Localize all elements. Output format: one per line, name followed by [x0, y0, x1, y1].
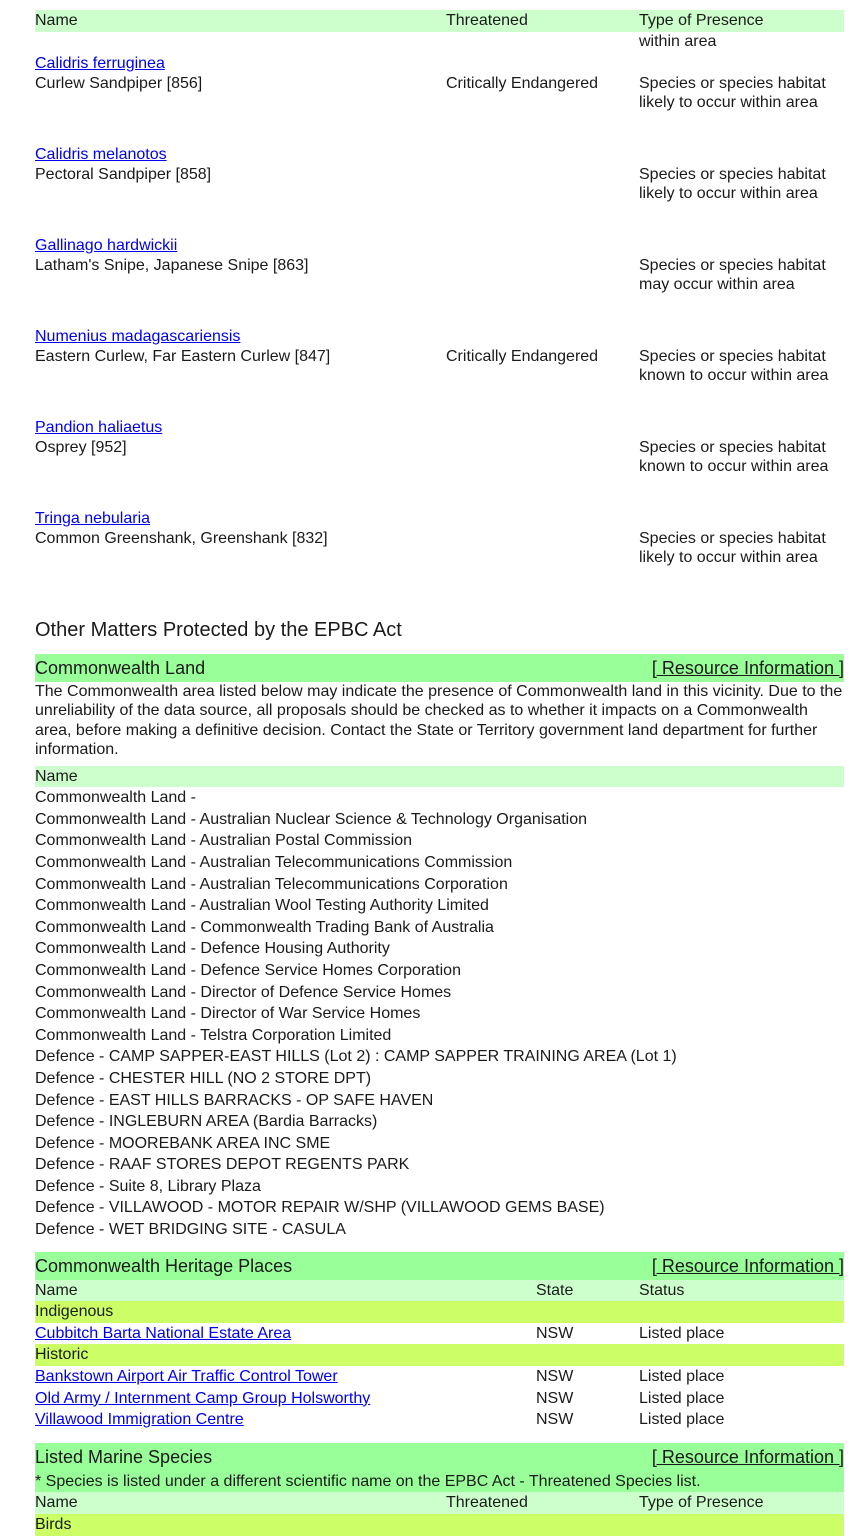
category-label: Historic	[35, 1346, 89, 1364]
resource-information-link[interactable]: [ Resource Information ]	[651, 657, 844, 678]
presence-line-2: likely to occur within area	[639, 548, 818, 566]
list-item: Defence - MOOREBANK AREA INC SME	[35, 1134, 331, 1152]
place-status: Listed place	[639, 1389, 725, 1407]
table-row	[35, 1388, 844, 1410]
table-row	[35, 1409, 844, 1431]
continuation-row	[35, 32, 844, 54]
list-item: Defence - INGLEBURN AREA (Bardia Barracks)	[35, 1113, 378, 1131]
heritage-place-link[interactable]: Villawood Immigration Centre	[35, 1411, 244, 1429]
col-presence-header: Type of Presence	[639, 12, 764, 29]
migratory-table-header	[35, 10, 844, 32]
species-common-name: Eastern Curlew, Far Eastern Curlew [847]	[35, 347, 331, 365]
list-item: Defence - CAMP SAPPER-EAST HILLS (Lot 2) : CAMP SAPPER TRAINING AREA (Lot 1)	[35, 1048, 677, 1066]
migratory-species-list	[35, 54, 844, 587]
category-row-historic	[35, 1344, 844, 1366]
species-link[interactable]: Numenius madagascariensis	[35, 327, 241, 345]
list-item: Commonwealth Land - Director of War Service Homes	[35, 1005, 421, 1023]
species-presence	[639, 438, 849, 476]
continuation-text: within area	[639, 32, 717, 50]
list-item: Defence - RAAF STORES DEPOT REGENTS PARK	[35, 1156, 410, 1174]
species-common-name: Common Greenshank, Greenshank [832]	[35, 529, 328, 547]
presence-line-1: Species or species habitat	[639, 74, 826, 92]
species-link[interactable]: Calidris melanotos	[35, 145, 167, 163]
place-status: Listed place	[639, 1324, 725, 1342]
section-title: Commonwealth Land	[35, 657, 206, 678]
list-item: Defence - VILLAWOOD - MOTOR REPAIR W/SHP (VILLAWOOD GEMS BASE)	[35, 1199, 605, 1217]
other-matters-heading: Other Matters Protected by the EPBC Act	[35, 618, 402, 641]
list-item: Commonwealth Land - Defence Housing Authority	[35, 940, 390, 958]
marine-species-note-row	[35, 1471, 844, 1493]
list-item: Defence - EAST HILLS BARRACKS - OP SAFE HAVEN	[35, 1091, 434, 1109]
species-entry	[35, 509, 844, 587]
species-common-name: Osprey [952]	[35, 438, 127, 456]
species-entry	[35, 145, 844, 223]
list-item: Commonwealth Land - Australian Postal Commission	[35, 832, 413, 850]
list-item: Defence - WET BRIDGING SITE - CASULA	[35, 1221, 346, 1239]
heritage-place-link[interactable]: Old Army / Internment Camp Group Holsworthy	[35, 1389, 371, 1407]
place-state: NSW	[536, 1411, 574, 1429]
commonwealth-land-table-header	[35, 766, 844, 788]
resource-information-link[interactable]: [ Resource Information ]	[651, 1446, 844, 1467]
place-state: NSW	[536, 1324, 574, 1342]
species-common-name: Curlew Sandpiper [856]	[35, 74, 203, 92]
species-entry	[35, 418, 844, 496]
species-common-name: Latham's Snipe, Japanese Snipe [863]	[35, 256, 309, 274]
presence-line-2: likely to occur within area	[639, 184, 818, 202]
report-page	[35, 10, 844, 1536]
place-status: Listed place	[639, 1368, 725, 1386]
section-title: Commonwealth Heritage Places	[35, 1255, 293, 1276]
heritage-table-header	[35, 1280, 844, 1302]
species-threatened: Critically Endangered	[446, 347, 599, 365]
col-status-header: Status	[639, 1281, 685, 1299]
list-item: Commonwealth Land - Australian Wool Testing Authority Limited	[35, 897, 489, 915]
list-item: Defence - Suite 8, Library Plaza	[35, 1177, 261, 1195]
place-state: NSW	[536, 1389, 574, 1407]
species-entry	[35, 236, 844, 314]
list-item: Commonwealth Land - Telstra Corporation Limited	[35, 1026, 392, 1044]
presence-line-2: known to occur within area	[639, 457, 829, 475]
species-link[interactable]: Gallinago hardwickii	[35, 236, 178, 254]
presence-line-2: may occur within area	[639, 275, 795, 293]
col-name-header: Name	[35, 1494, 78, 1512]
col-presence-header: Type of Presence	[639, 1494, 764, 1512]
heritage-places-section-header	[35, 1252, 844, 1280]
species-entry	[35, 54, 844, 132]
list-item: Commonwealth Land - Commonwealth Trading Bank of Australia	[35, 918, 494, 936]
species-link[interactable]: Calidris ferruginea	[35, 54, 165, 72]
resource-information-link[interactable]: [ Resource Information ]	[651, 1255, 844, 1276]
place-state: NSW	[536, 1368, 574, 1386]
list-item: Commonwealth Land - Australian Nuclear Science & Technology Organisation	[35, 810, 588, 828]
commonwealth-land-section-header	[35, 654, 844, 682]
presence-line-2: known to occur within area	[639, 366, 829, 384]
presence-line-1: Species or species habitat	[639, 529, 826, 547]
col-threatened-header: Threatened	[446, 1494, 528, 1512]
species-link[interactable]: Pandion haliaetus	[35, 418, 163, 436]
species-threatened: Critically Endangered	[446, 74, 599, 92]
commonwealth-land-description: The Commonwealth area listed below may indicate the presence of Commonwealth land in this vicinity. Due to the unreliability of the data source, all proposals should be checked as to whether it impacts on a Commonwealth area, before making a definitive decision. Contact the State or Territory government land department for further information.	[35, 682, 843, 759]
list-item: Defence - CHESTER HILL (NO 2 STORE DPT)	[35, 1069, 372, 1087]
list-item: Commonwealth Land - Australian Telecommunications Corporation	[35, 875, 508, 893]
marine-species-note: * Species is listed under a different scientific name on the EPBC Act - Threatened Species list.	[35, 1472, 701, 1490]
col-name-header: Name	[35, 1281, 78, 1299]
place-status: Listed place	[639, 1411, 725, 1429]
section-title: Listed Marine Species	[35, 1446, 213, 1467]
category-label: Indigenous	[35, 1303, 114, 1321]
presence-line-1: Species or species habitat	[639, 438, 826, 456]
category-label: Birds	[35, 1516, 72, 1533]
heritage-place-link[interactable]: Cubbitch Barta National Estate Area	[35, 1324, 292, 1342]
marine-table-header	[35, 1492, 844, 1514]
heritage-place-link[interactable]: Bankstown Airport Air Traffic Control Tower	[35, 1368, 338, 1386]
col-threatened-header: Threatened	[446, 12, 528, 29]
table-row	[35, 1366, 844, 1388]
marine-species-section-header	[35, 1443, 844, 1471]
list-item: Commonwealth Land - Australian Telecommunications Commission	[35, 853, 513, 871]
presence-line-1: Species or species habitat	[639, 256, 826, 274]
table-row	[35, 1323, 844, 1345]
presence-line-1: Species or species habitat	[639, 165, 826, 183]
species-common-name: Pectoral Sandpiper [858]	[35, 165, 212, 183]
col-name-header: Name	[35, 12, 78, 29]
species-presence	[639, 165, 849, 203]
list-item: Commonwealth Land -	[35, 789, 196, 807]
species-entry	[35, 327, 844, 405]
presence-line-1: Species or species habitat	[639, 347, 826, 365]
presence-line-2: likely to occur within area	[639, 93, 818, 111]
list-item: Commonwealth Land - Defence Service Homes Corporation	[35, 961, 461, 979]
col-state-header: State	[536, 1281, 574, 1299]
species-presence	[639, 74, 849, 112]
category-row-indigenous	[35, 1301, 844, 1323]
col-name-header: Name	[35, 767, 78, 785]
species-link[interactable]: Tringa nebularia	[35, 509, 151, 527]
list-item: Commonwealth Land - Director of Defence Service Homes	[35, 983, 452, 1001]
species-presence	[639, 347, 849, 385]
species-presence	[639, 256, 849, 294]
category-row-birds	[35, 1514, 844, 1536]
commonwealth-land-list	[35, 787, 844, 1240]
species-presence	[639, 529, 849, 567]
